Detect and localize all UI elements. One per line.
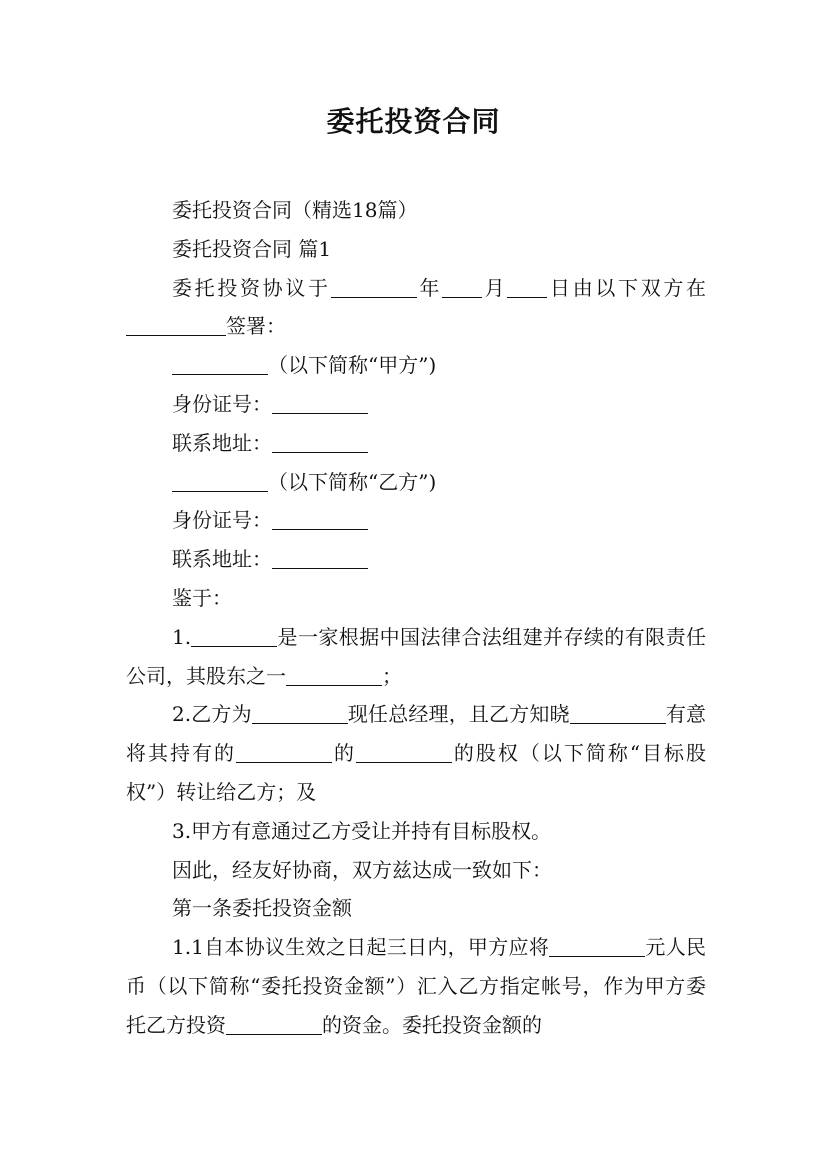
whereas-item-2 — [126, 695, 706, 811]
party-b-id-line — [126, 501, 706, 540]
place-blank — [126, 311, 226, 336]
text-segment: 年 — [416, 275, 443, 300]
text-segment: （以下简称“甲方”) — [268, 353, 437, 378]
day-blank — [507, 273, 547, 298]
text-segment: 的资金。委托投资金额的 — [322, 1012, 542, 1037]
shareholder-blank — [286, 661, 382, 686]
text-segment: （以下简称“乙方”) — [268, 469, 437, 494]
party-a-line — [126, 346, 706, 385]
article-1-heading: 第一条委托投资金额 — [172, 896, 352, 921]
section-heading: 委托投资合同 篇1 — [172, 236, 332, 261]
year-blank — [331, 273, 417, 298]
party-b-id-blank — [272, 505, 368, 530]
text-segment: 元人民币（以下简称“委托投资金额”）汇入乙方指定帐号，作为甲方委托乙方投资 — [126, 935, 707, 1037]
amount-blank — [549, 932, 645, 957]
company-blank — [191, 622, 277, 647]
text-segment: 身份证号： — [172, 391, 272, 416]
share-percentage-blank — [356, 738, 452, 763]
whereas-heading: 鉴于： — [172, 585, 232, 610]
text-segment: 的股权（以下简称“目标股权”）转让给乙方；及 — [126, 741, 707, 804]
text-segment: 联系地址： — [172, 430, 272, 455]
party-b-line — [126, 463, 706, 502]
party-a-id-blank — [272, 389, 368, 414]
text-segment: 1.1自本协议生效之日起三日内，甲方应将 — [172, 935, 550, 960]
party-b-address-blank — [272, 544, 368, 569]
party-a-address-line — [126, 424, 706, 463]
text-segment: 日由以下双方在 — [547, 275, 707, 300]
text-segment: ； — [382, 663, 402, 688]
party-a-name-blank — [172, 350, 268, 375]
target-company-blank — [236, 738, 332, 763]
text-segment: 身份证号： — [172, 508, 272, 533]
text-segment: 是一家根据中国法律合法组建并存续的有限责任公司，其股东之一 — [126, 624, 706, 688]
text-segment: 联系地址： — [172, 547, 272, 572]
consensus-line: 因此，经友好协商，双方兹达成一致如下： — [172, 857, 552, 882]
month-blank — [442, 273, 482, 298]
party-a-address-blank — [272, 428, 368, 453]
party-b-address-line — [126, 540, 706, 579]
subtitle-line: 委托投资合同（精选18篇） — [172, 198, 418, 222]
text-segment: 的 — [331, 741, 356, 766]
document-title: 委托投资合同 — [326, 105, 501, 138]
party-a-id-line — [126, 385, 706, 424]
party-b-name-blank — [172, 467, 268, 492]
agreement-intro-paragraph — [126, 269, 706, 347]
text-segment: 现任总经理，且乙方知晓 — [347, 702, 570, 727]
whereas-item-1 — [126, 618, 706, 696]
text-segment: 有意将其持有的 — [126, 702, 706, 766]
company-blank — [252, 699, 348, 724]
text-segment: 委托投资协议于 — [172, 275, 331, 300]
text-segment: 1. — [172, 624, 192, 649]
clause-1-1 — [126, 928, 706, 1044]
text-segment: 签署： — [226, 314, 286, 339]
investment-target-blank — [226, 1010, 322, 1035]
document-body — [126, 191, 706, 1045]
text-segment: 月 — [482, 275, 508, 300]
whereas-item-3: 3.甲方有意通过乙方受让并持有目标股权。 — [172, 818, 552, 843]
text-segment: 2.乙方为 — [172, 702, 252, 727]
holder-blank — [570, 699, 666, 724]
